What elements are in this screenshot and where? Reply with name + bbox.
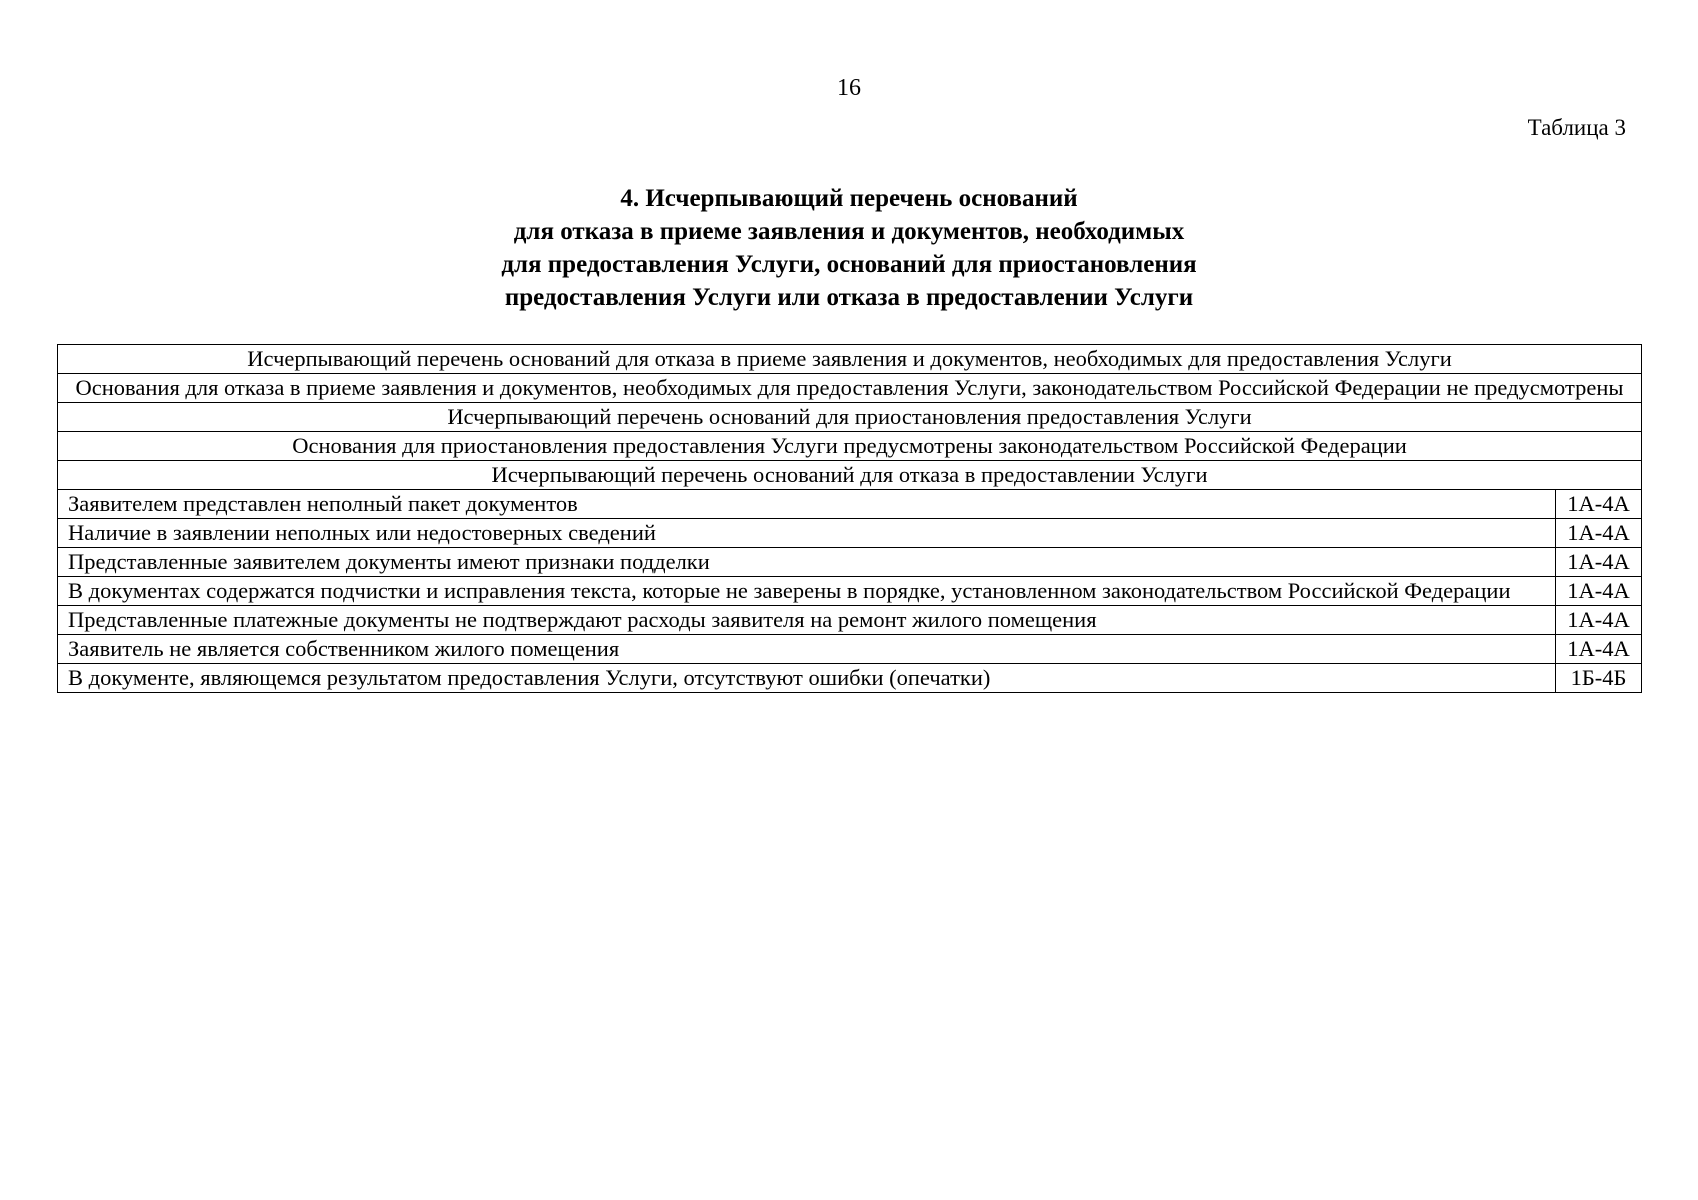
reason-cell: В документах содержатся подчистки и исправления текста, которые не заверены в порядке, установленном законодательством Российской Федерации [58, 577, 1556, 606]
table-row [58, 606, 1642, 635]
table-header-row [58, 432, 1642, 461]
page-number: 16 [837, 75, 861, 101]
header-refusal-acceptance: Исчерпывающий перечень оснований для отказа в приеме заявления и документов, необходимых для предоставления Услуги [58, 345, 1642, 374]
reason-cell: Представленные платежные документы не подтверждают расходы заявителя на ремонт жилого помещения [58, 606, 1556, 635]
table-header-row [58, 403, 1642, 432]
code-cell: 1Б-4Б [1556, 664, 1642, 693]
header-refusal-service: Исчерпывающий перечень оснований для отказа в предоставлении Услуги [58, 461, 1642, 490]
table-row [58, 519, 1642, 548]
heading-line: для отказа в приеме заявления и документов, необходимых [513, 218, 1185, 245]
reason-cell: Заявитель не является собственником жилого помещения [58, 635, 1556, 664]
table-header-row [58, 461, 1642, 490]
table-row [58, 548, 1642, 577]
header-suspension-grounds: Основания для приостановления предоставления Услуги предусмотрены законодательством Российской Федерации [58, 432, 1642, 461]
header-suspension: Исчерпывающий перечень оснований для приостановления предоставления Услуги [58, 403, 1642, 432]
code-cell: 1А-4А [1556, 519, 1642, 548]
code-cell: 1А-4А [1556, 548, 1642, 577]
reason-cell: В документе, являющемся результатом предоставления Услуги, отсутствуют ошибки (опечатки) [58, 664, 1556, 693]
code-cell: 1А-4А [1556, 606, 1642, 635]
table-row [58, 490, 1642, 519]
table-row [58, 664, 1642, 693]
table-caption: Таблица 3 [1527, 115, 1626, 140]
table-row [58, 577, 1642, 606]
reason-cell: Заявителем представлен неполный пакет документов [58, 490, 1556, 519]
heading-line: 4. Исчерпывающий перечень оснований [620, 185, 1078, 212]
code-cell: 1А-4А [1556, 490, 1642, 519]
heading-line: для предоставления Услуги, оснований для приостановления [501, 251, 1197, 278]
header-no-grounds-acceptance: Основания для отказа в приеме заявления и документов, необходимых для предоставления Услуги, законодательством Российской Федерации не предусмотрены [58, 374, 1642, 403]
table-row [58, 635, 1642, 664]
reason-cell: Наличие в заявлении неполных или недостоверных сведений [58, 519, 1556, 548]
reason-cell: Представленные заявителем документы имеют признаки подделки [58, 548, 1556, 577]
code-cell: 1А-4А [1556, 635, 1642, 664]
heading-line: предоставления Услуги или отказа в предоставлении Услуги [504, 284, 1194, 311]
section-heading [0, 182, 1698, 314]
grounds-table [57, 344, 1642, 693]
code-cell: 1А-4А [1556, 577, 1642, 606]
table-header-row [58, 374, 1642, 403]
table-header-row [58, 345, 1642, 374]
